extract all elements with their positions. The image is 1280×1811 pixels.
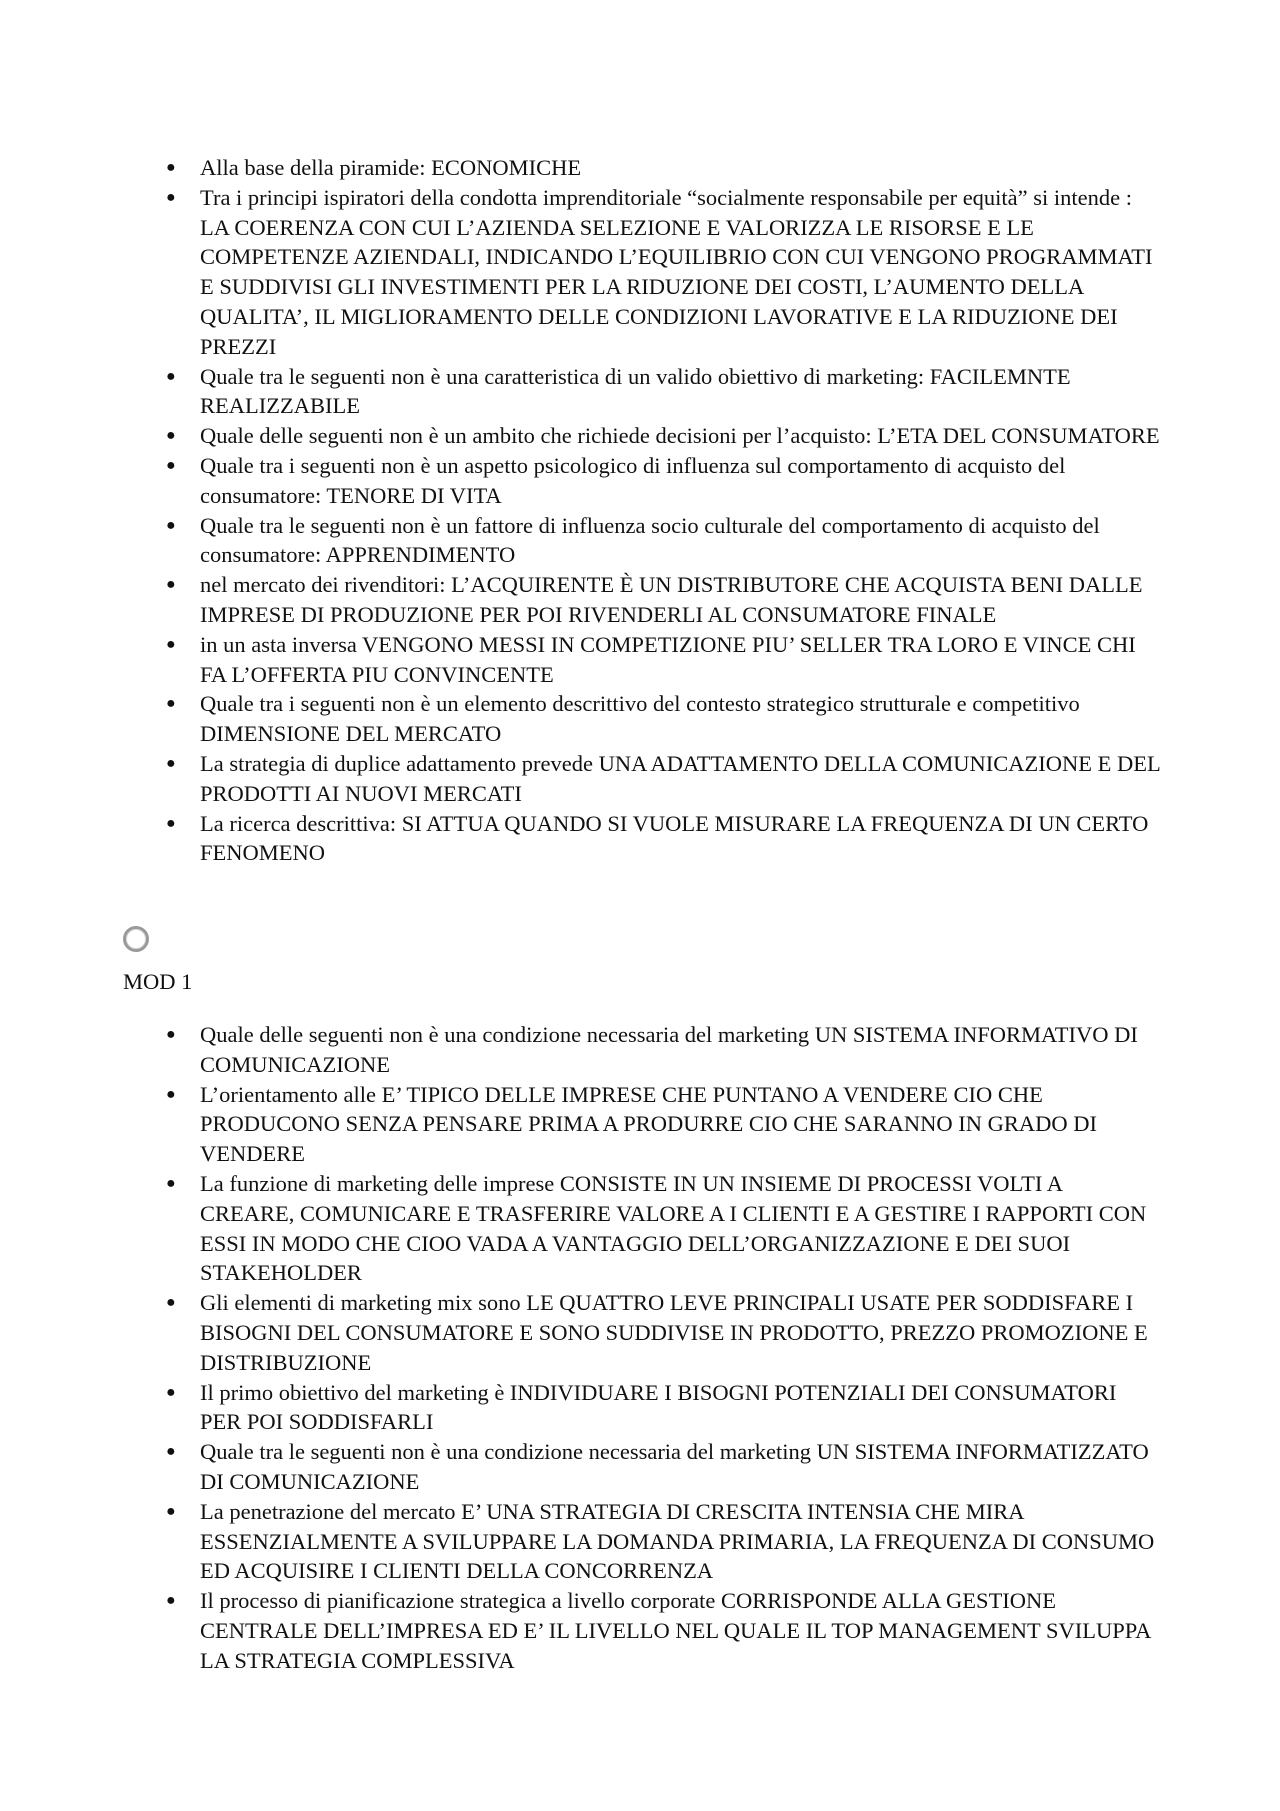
list-item xyxy=(166,1586,1160,1675)
list-item-text: La funzione di marketing delle imprese CONSISTE IN UN INSIEME DI PROCESSI VOLTI A CREARE, COMUNICARE E TRASFERIRE VALORE A I CLIENTI E A GESTIRE I RAPPORTI CON ESSI IN MODO CHE CIOO VADA A VANTAGGIO DELL’ORGANIZZAZIONE E DEI SUOI STAKEHOLDER xyxy=(200,1170,1147,1286)
list-item xyxy=(166,1497,1160,1586)
list-item-text: Quale tra i seguenti non è un elemento descrittivo del contesto strategico strutturale e competitivo DIMENSIONE DEL MERCATO xyxy=(200,691,1080,747)
list-item-text: Quale tra le seguenti non è una condizione necessaria del marketing UN SISTEMA INFORMATIZZATO DI COMUNICAZIONE xyxy=(200,1439,1149,1494)
list-item xyxy=(166,1378,1160,1438)
list-item-text: nel mercato dei rivenditori: L’ACQUIRENTE È UN DISTRIBUTORE CHE ACQUISTA BENI DALLE IMPRESE DI PRODUZIONE PER POI RIVENDERLI AL CONSUMATORE FINALE xyxy=(200,572,1143,627)
list-item-text: Quale tra le seguenti non è un fattore di influenza socio culturale del comportamento di acquisto del consumatore: APPRENDIMENTO xyxy=(200,512,1100,568)
list-item xyxy=(166,630,1160,690)
list-item xyxy=(166,1288,1160,1377)
list-item xyxy=(166,511,1160,571)
bullet-icon: ● xyxy=(166,456,176,474)
bullet-icon: ● xyxy=(166,814,176,832)
bullet-icon: ● xyxy=(166,1592,176,1610)
list-item-text: in un asta inversa VENGONO MESSI IN COMPETIZIONE PIU’ SELLER TRA LORO E VINCE CHI FA L’OFFERTA PIU CONVINCENTE xyxy=(200,631,1136,687)
list-item-text: Quale delle seguenti non è un ambito che richiede decisioni per l’acquisto: L’ETA DEL CONSUMATORE xyxy=(200,423,1160,449)
list-item-text: L’orientamento alle E’ TIPICO DELLE IMPRESE CHE PUNTANO A VENDERE CIO CHE PRODUCONO SENZA PENSARE PRIMA A PRODURRE CIO CHE SARANNO IN GRADO DI VENDERE xyxy=(200,1081,1097,1167)
list-item xyxy=(166,183,1160,362)
bullet-icon: ● xyxy=(166,516,176,534)
list-item-text: Tra i principi ispiratori della condotta imprenditoriale “socialmente responsabile per equità” si intende : LA COERENZA CON CUI L’AZIENDA SELEZIONE E VALORIZZA LE RISORSE E LE COMPETENZE AZIENDALI, INDICANDO L’EQUILIBRIO CON CUI VENGONO PROGRAMMATI E SUDDIVISI GLI INVESTIMENTI PER LA RIDUZIONE DEI COSTI, L’AUMENTO DELLA QUALITA’, IL MIGLIORAMENTO DELLE CONDIZIONI LAVORATIVE E LA RIDUZIONE DEI PREZZI xyxy=(200,184,1153,359)
list-item xyxy=(166,689,1160,749)
list-item-text: Il primo obiettivo del marketing è INDIVIDUARE I BISOGNI POTENZIALI DEI CONSUMATORI PER POI SODDISFARLI xyxy=(200,1379,1117,1435)
list-item-text: La strategia di duplice adattamento prevede UNA ADATTAMENTO DELLA COMUNICAZIONE E DEL PRODOTTI AI NUOVI MERCATI xyxy=(200,750,1160,806)
bullet-icon: ● xyxy=(166,1085,176,1103)
list-item xyxy=(166,153,1160,183)
radio-circle-icon[interactable] xyxy=(123,926,149,952)
section-heading: MOD 1 xyxy=(123,969,193,994)
bullet-icon: ● xyxy=(166,1294,176,1312)
bullet-icon: ● xyxy=(166,367,176,385)
bullet-icon: ● xyxy=(166,576,176,594)
bullet-icon: ● xyxy=(166,1443,176,1461)
list-item-text: La ricerca descrittiva: SI ATTUA QUANDO SI VUOLE MISURARE LA FREQUENZA DI UN CERTO FENOMENO xyxy=(200,810,1149,866)
bullet-icon: ● xyxy=(166,427,176,445)
list-item-text: Gli elementi di marketing mix sono LE QUATTRO LEVE PRINCIPALI USATE PER SODDISFARE I BISOGNI DEL CONSUMATORE E SONO SUDDIVISE IN PRODOTTO, PREZZO PROMOZIONE E DISTRIBUZIONE xyxy=(200,1290,1148,1375)
bullet-icon: ● xyxy=(166,635,176,653)
bullet-list-top xyxy=(166,153,1160,868)
bullet-icon: ● xyxy=(166,1502,176,1520)
list-item-text: Il processo di pianificazione strategica a livello corporate CORRISPONDE ALLA GESTIONE CENTRALE DELL’IMPRESA ED E’ IL LIVELLO NEL QUALE IL TOP MANAGEMENT SVILUPPA LA STRATEGIA COMPLESSIVA xyxy=(200,1588,1151,1673)
bullet-icon: ● xyxy=(166,754,176,772)
list-item xyxy=(166,1437,1160,1497)
list-item xyxy=(166,362,1160,422)
bullet-list-mod1 xyxy=(166,1020,1160,1676)
list-item-text: Quale delle seguenti non è una condizione necessaria del marketing UN SISTEMA INFORMATIVO DI COMUNICAZIONE xyxy=(200,1022,1138,1077)
list-item xyxy=(166,451,1160,511)
list-item xyxy=(166,1020,1160,1080)
list-item xyxy=(166,421,1160,451)
list-item xyxy=(166,1080,1160,1169)
list-item xyxy=(166,1169,1160,1288)
bullet-icon: ● xyxy=(166,1383,176,1401)
bullet-icon: ● xyxy=(166,695,176,713)
list-item-text: Alla base della piramide: ECONOMICHE xyxy=(200,155,582,180)
bullet-icon: ● xyxy=(166,159,176,176)
list-item-text: Quale tra i seguenti non è un aspetto psicologico di influenza sul comportamento di acquisto del consumatore: TENORE DI VITA xyxy=(200,452,1066,508)
bullet-icon: ● xyxy=(166,1174,176,1192)
list-item-text: Quale tra le seguenti non è una caratteristica di un valido obiettivo di marketing: FACILEMNTE REALIZZABILE xyxy=(200,363,1071,419)
list-item xyxy=(166,749,1160,809)
list-item xyxy=(166,570,1160,630)
list-item xyxy=(166,809,1160,869)
bullet-icon: ● xyxy=(166,1026,176,1043)
bullet-icon: ● xyxy=(166,188,176,206)
list-item-text: La penetrazione del mercato E’ UNA STRATEGIA DI CRESCITA INTENSIA CHE MIRA ESSENZIALMENTE A SVILUPPARE LA DOMANDA PRIMARIA, LA FREQUENZA DI CONSUMO ED ACQUISIRE I CLIENTI DELLA CONCORRENZA xyxy=(200,1498,1155,1584)
